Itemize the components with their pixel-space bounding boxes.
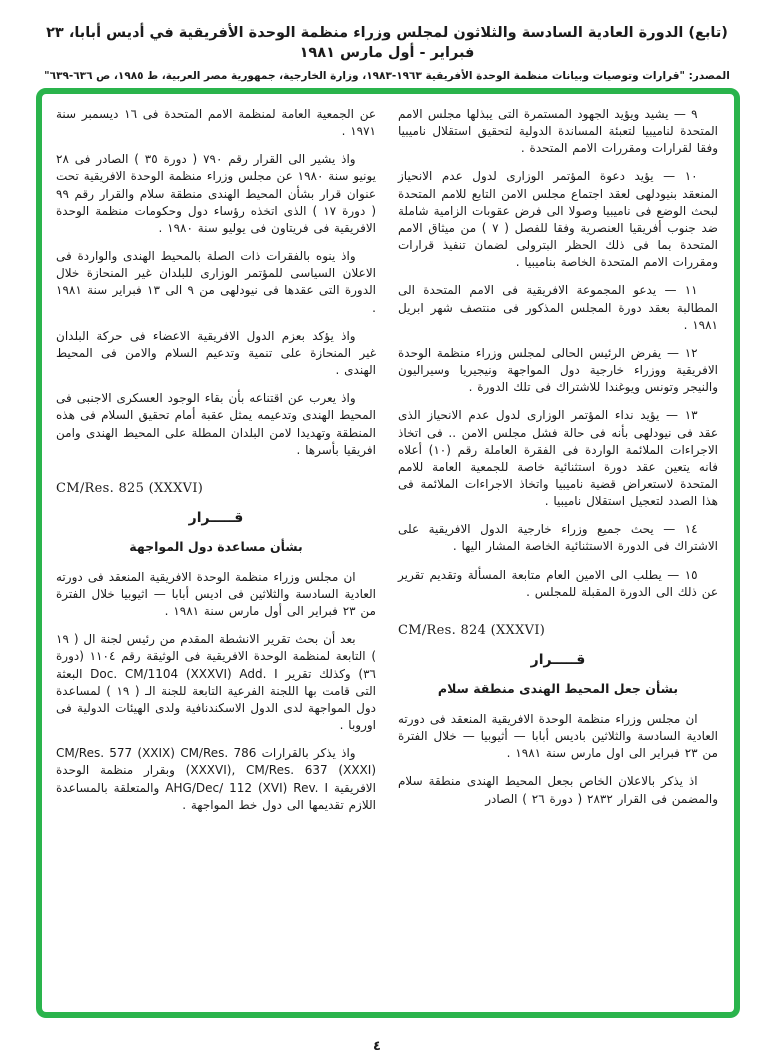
header-title: (تابع) الدورة العادية السادسة والثلاثون لمجلس وزراء منظمة الوحدة الأفريقية في أديس أبابا، ٢٣ فبراير - أول مارس ١٩٨١: [46, 25, 728, 61]
paragraph: اذ يذكر بالاعلان الخاص بجعل المحيط الهندى منطقة سلام والمضمن فى القرار ٢٨٣٢ ( دورة ٢٦ ) الصادر: [398, 774, 718, 806]
paragraph: ١٥ — يطلب الى الامين العام متابعة المسألة وتقديم تقرير عن ذلك الى الدورة المقبلة للمجلس .: [398, 567, 718, 599]
resolution-ref: CM/Res. 825 (XXXVI): [56, 480, 204, 496]
paragraph: واذ ينوه بالفقرات ذات الصلة بالمحيط الهندى والواردة فى الاعلان السياسى للمؤتمر الوزارى للبلدان غير المنحازة خلال الدورة التى عقدها فى نيودلهى من ٩ الى ١٣ فبراير سنة ١٩٨١ .: [56, 249, 376, 315]
paragraph: ١٤ — يحث جميع وزراء خارجية الدول الافريقية على الاشتراك فى الدورة الاستثنائية الخاصة المشار اليها .: [398, 522, 718, 554]
page-header: [0, 0, 774, 82]
decision-subject: بشأن مساعدة دول المواجهة: [129, 538, 303, 554]
decision-heading: قـــــرار: [188, 509, 244, 526]
paragraph: واذ يشير الى القرار رقم ٧٩٠ ( دورة ٣٥ ) الصادر فى ٢٨ يونيو سنة ١٩٨٠ عن مجلس وزراء منظمة الوحدة الافريقية تحت عنوان قرار بشأن المحيط الهندى منطقة سلام والقرار رقم ٩٩ ( دورة ١٧ ) الذى اتخذه رؤساء دول وحكومات منظمة الوحدة الافريقية فى فريتاون فى يوليو سنة ١٩٨٠ .: [56, 152, 377, 235]
paragraph: ١٠ — يؤيد دعوة المؤتمر الوزارى لدول عدم الانحياز المنعقد بنيودلهى لعقد اجتماع مجلس الامن التابع للامم المتحدة لبحث الوضع فى ناميبيا وصولا الى فرض عقوبات الزامية شاملة ضد جنوب أفريقيا العنصرية وفقا للفصل ( ٧ ) من ميثاق الامم المتحدة بما فى ذلك الحظر البترولى لضمان تنفيذ قرارات ومقررات الامم المتحدة الخاصة بناميبيا .: [398, 169, 718, 270]
content-box: [36, 88, 740, 1018]
paragraph: ١٣ — يؤيد نداء المؤتمر الوزارى لدول عدم الانحياز الذى عقد فى نيودلهى بأنه فى حالة فشل مجلس الامن .. فى اتخاذ الاجراءات الملائمة الواردة فى الفقرة العاملة رقم (١٠) أعلاه فانه يتعين عقد دورة استثنائية خاصة للجمعية العامة للامم المتحدة لاستعراض قضية ناميبيا واتخاذ الاجراءات الملائمة فى هذا الصدد لتعجيل استقلال ناميبيا .: [398, 408, 719, 509]
paragraph: واذ يؤكد بعزم الدول الافريقية الاعضاء فى حركة البلدان غير المنحازة على تنمية وتدعيم السلام والامن فى المحيط الهندى .: [56, 328, 376, 378]
page-number: ٤: [373, 1039, 381, 1054]
column-right: [398, 106, 718, 1002]
paragraph: ١١ — يدعو المجموعة الافريقية فى الامم المتحدة الى المطالبة بعقد دورة المجلس المذكور فى منتصف شهر ابريل ١٩٨١ .: [398, 283, 718, 332]
resolution-ref: CM/Res. 824 (XXXVI): [398, 622, 546, 638]
paragraph: ان مجلس وزراء منظمة الوحدة الافريقية المنعقد فى دورته العادية السادسة والثلاثين فى اديس أبابا — اثيوبيا خلال الفترة من ٢٣ فبراير الى أول مارس سنة ١٩٨١ .: [56, 569, 376, 619]
decision-heading: قـــــرار: [530, 651, 586, 668]
paragraph: بعد أن بحث تقرير الانشطة المقدم من رئيس لجنة ال ( ١٩ ) التابعة لمنظمة الوحدة الافريقية فى الوثيقة رقم ١١٠٤ (دورة ٣٦) وكذلك تقرير Doc. CM/1104 (XXXVI) Add. I البعثة التى قامت بها اللجنة الفرعية التابعة للجنة الـ ( ١٩ ) لمساعدة دول المواجهة لدى الدول الاسكندنافية ولدى الهيئات الدولية فى اوروبا .: [56, 632, 377, 733]
paragraph: ١٢ — يفرض الرئيس الحالى لمجلس وزراء منظمة الوحدة الافريقية ووزراء خارجية دول المواجهة ونيجيريا وسيراليون والنيجر وتونس ويوغندا للاشتراك فى تلك الدورة .: [398, 345, 718, 395]
column-left: [56, 106, 376, 1002]
header-source: المصدر: "قرارات وتوصيات وبيانات منظمة الوحدة الأفريقية ١٩٦٣-١٩٨٣، وزارة الخارجية، جمهورية مصر العربية، ط ١٩٨٥، ص ٦٣٦-٦٣٩": [44, 70, 730, 83]
decision-subject: بشأن جعل المحيط الهندى منطقة سلام: [437, 680, 679, 696]
paragraph: واذ يذكر بالقرارات CM/Res. 577 (XXIX) CM/Res. 786 (XXXVI), CM/Res. 637 (XXXI) وبقرار منظمة الوحدة الافريقية AHG/Dec/ 112 (XVI) Rev. I والمتعلقة بالمساعدة اللازم تقديمها الى دول خط المواجهة .: [56, 746, 376, 812]
page-footer: [0, 1039, 754, 1054]
paragraph: ٩ — يشيد ويؤيد الجهود المستمرة التى يبذلها مجلس الامم المتحدة لناميبيا لتعبئة المساندة الدولية لتحقيق استقلال ناميبيا وفقا لقرارات ومقررات الامم المتحدة .: [398, 107, 718, 156]
paragraph: واذ يعرب عن اقتناعه بأن بقاء الوجود العسكرى الاجنبى فى المحيط الهندى وتدعيمه يمثل عقبة أمام تحقيق السلام فى هذه المنطقة وتهديدا لامن البلدان المطلة على المحيط الهندى وامن افريقيا بأسرها .: [56, 391, 376, 457]
paragraph: عن الجمعية العامة لمنظمة الامم المتحدة فى ١٦ ديسمبر سنة ١٩٧١ .: [56, 107, 377, 139]
paragraph: ان مجلس وزراء منظمة الوحدة الافريقية المنعقد فى دورته العادية السادسة والثلاثين باديس أبابا — أثيوبيا — خلال الفترة من ٢٣ فبراير الى اول مارس سنة ١٩٨١ .: [398, 711, 718, 761]
